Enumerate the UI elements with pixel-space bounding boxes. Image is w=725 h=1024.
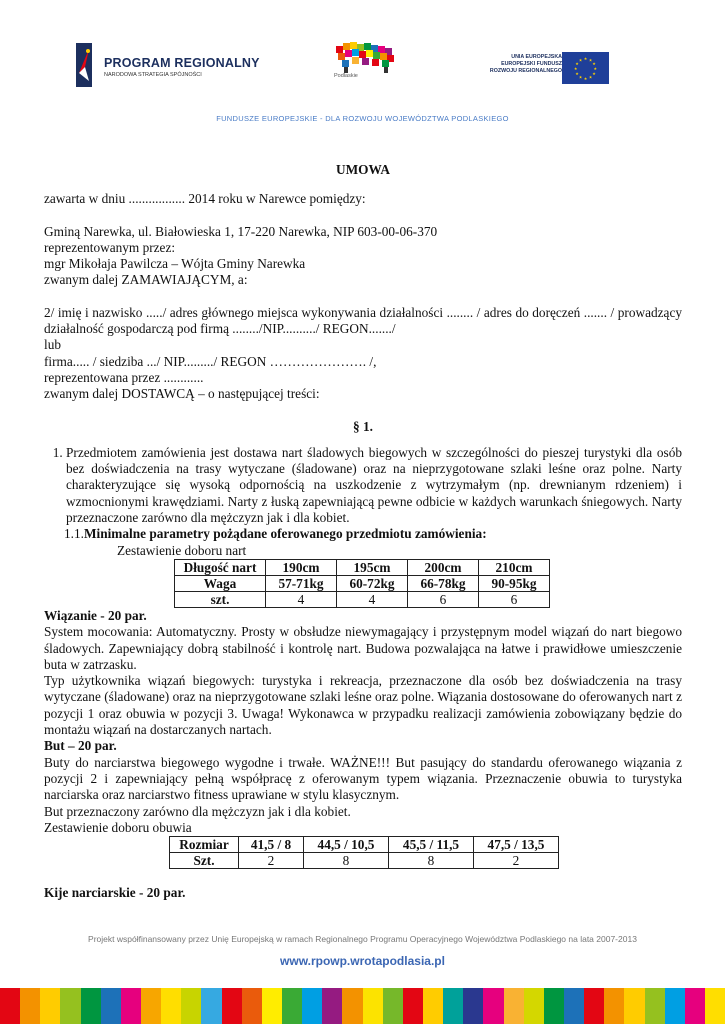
- svg-text:★: ★: [578, 57, 583, 63]
- boot-size-cell: 45,5 / 11,5: [389, 837, 474, 853]
- color-stripe: [705, 988, 725, 1024]
- svg-text:★: ★: [588, 74, 593, 80]
- poles-title: Kije narciarskie - 20 par.: [44, 885, 186, 901]
- svg-text:★: ★: [578, 74, 583, 80]
- boots-table: [169, 836, 559, 869]
- funds-line: FUNDUSZE EUROPEJSKIE - DLA ROZWOJU WOJEWÓDZTWA PODLASKIEGO: [216, 114, 509, 123]
- color-stripe: [624, 988, 644, 1024]
- subsection-title: Minimalne parametry pożądane oferowanego przedmiotu zamówienia:: [83, 526, 487, 542]
- party1-line-3: mgr Mikołaja Pawilcza – Wójta Gminy Narewka: [44, 256, 306, 272]
- ski-qty-cell: 6: [408, 591, 479, 607]
- ski-weight-cell: 66-78kg: [408, 575, 479, 591]
- section-heading: § 1.: [353, 418, 373, 434]
- svg-text:★: ★: [583, 56, 588, 61]
- ski-length-cell: 200cm: [408, 559, 479, 575]
- footer-website-link[interactable]: www.rpowp.wrotapodlasia.pl: [280, 954, 445, 968]
- color-stripe: [121, 988, 141, 1024]
- podlaskie-logo: [332, 40, 412, 88]
- ski-table-caption: Zestawienie doboru nart: [117, 542, 247, 558]
- subsection-number: 1.1.: [64, 526, 84, 542]
- footer-cofinancing-line: Projekt współfinansowany przez Unię Europejską w ramach Regionalnego Programu Operacyjnego Województwa Podlaskiego na lata 2007-2013: [88, 934, 637, 944]
- item-1: [66, 445, 682, 526]
- color-stripe: [685, 988, 705, 1024]
- ski-qty-cell: 6: [479, 591, 550, 607]
- item-1-text: Przedmiotem zamówienia jest dostawa nart śladowych biegowych w szczególności do pieszej turystyki dla osób bez doświadczenia na trasy wytyczane (śladowane) oraz na nieprzygotowane szlaki leśne oraz polne. Narty charakteryzujące się wysoką odpornością na uszkodzenie z wytrzymałym (np. drewnianym rdzeniem) i wzmocnionymi krawędziami. Narty z łuską zapewniającą pewne odbicie w każdych warunkach śniegowych. Narty przeznaczone zarówno dla mężczyzn jak i dla kobiet.: [66, 444, 682, 526]
- ski-weight-header: Waga: [175, 575, 266, 591]
- boot-qty-cell: 8: [389, 853, 474, 869]
- color-stripe: [423, 988, 443, 1024]
- party2-line: 2/ imię i nazwisko ...../ adres głównego miejsca wykonywania działalności ........ / adres do doręczeń ....... / prowadzący działalność gospodarczą pod firmą ......../NIP........../ REGON......./: [44, 304, 682, 337]
- svg-text:★: ★: [593, 66, 598, 71]
- ski-qty-cell: 4: [266, 591, 337, 607]
- document-title: UMOWA: [336, 162, 390, 177]
- svg-text:★: ★: [573, 66, 578, 71]
- table-row: [175, 591, 550, 607]
- ski-length-cell: 190cm: [266, 559, 337, 575]
- color-stripe: [584, 988, 604, 1024]
- eu-logo-line-3: ROZWOJU REGIONALNEGO: [489, 68, 562, 74]
- ski-weight-cell: 60-72kg: [337, 575, 408, 591]
- boots-table-caption: Zestawienie doboru obuwia: [44, 819, 192, 835]
- color-stripe: [101, 988, 121, 1024]
- boot-qty-cell: 2: [239, 853, 304, 869]
- eu-logo-text: [482, 54, 562, 75]
- color-stripe: [81, 988, 101, 1024]
- color-stripe: [383, 988, 403, 1024]
- boot-size-cell: 41,5 / 8: [239, 837, 304, 853]
- eu-logo: [478, 52, 613, 86]
- svg-text:★: ★: [583, 76, 588, 81]
- logo-left-subtitle: NARODOWA STRATEGIA SPÓJNOŚCI: [104, 72, 202, 78]
- color-stripe: [564, 988, 584, 1024]
- ski-length-cell: 195cm: [337, 559, 408, 575]
- color-stripe: [282, 988, 302, 1024]
- svg-text:★: ★: [592, 61, 596, 66]
- color-stripe: [483, 988, 503, 1024]
- color-stripe: [181, 988, 201, 1024]
- logo-left-title: PROGRAM REGIONALNY: [104, 56, 260, 70]
- eu-logo-line-1: UNIA EUROPEJSKA: [511, 54, 562, 60]
- color-stripe: [463, 988, 483, 1024]
- color-stripe: [201, 988, 221, 1024]
- party2-firm: firma..... / siedziba .../ NIP........./ REGON …………………. /,: [44, 353, 377, 369]
- party2-representative: reprezentowana przez ............: [44, 369, 204, 385]
- subsection-heading: [64, 526, 682, 542]
- party2-called: zwanym dalej DOSTAWCĄ – o następującej treści:: [44, 386, 320, 402]
- boot-size-cell: 47,5 / 13,5: [474, 837, 559, 853]
- color-stripe: [302, 988, 322, 1024]
- podlaskie-bison-icon: [332, 40, 402, 74]
- color-stripe: [665, 988, 685, 1024]
- color-stripe: [524, 988, 544, 1024]
- boot-qty-cell: 2: [474, 853, 559, 869]
- ski-length-cell: 210cm: [479, 559, 550, 575]
- page-header: [0, 0, 725, 130]
- table-row: [170, 837, 559, 853]
- color-stripe: [161, 988, 181, 1024]
- table-row: [170, 853, 559, 869]
- color-stripe: [60, 988, 80, 1024]
- bindings-paragraph-2: Typ użytkownika wiązań biegowych: turystyka i rekreacja, przeznaczone dla osób bez doświadczenia na trasy wytyczane (śladowane) oraz na nieprzygotowane szlaki leśne oraz polne. Wiązania dostosowane do oferowanych nart z pozycji 1 oraz obuwia w pozycji 3. Uwaga! Wykonawca w przypadku realizacji zamówienia zobowiązany będzie do montażu wiązań na dostarczanych nartach.: [44, 673, 682, 738]
- podlaskie-caption: Podlaskie: [334, 73, 358, 79]
- ski-table: [174, 559, 550, 608]
- color-stripe: [222, 988, 242, 1024]
- svg-text:★: ★: [588, 57, 593, 63]
- boots-title: But – 20 par.: [44, 738, 117, 754]
- eu-flag-icon: [562, 52, 609, 84]
- boot-size-cell: 44,5 / 10,5: [304, 837, 389, 853]
- color-stripe: [262, 988, 282, 1024]
- svg-text:★: ★: [575, 61, 579, 66]
- boots-paragraph-1: Buty do narciarstwa biegowego wygodne i trwałe. WAŻNE!!! But pasujący do standardu oferowanego wiązania z pozycji 2 i zapewniający pełną współpracę z oferowanym typem wiązania. Przeznaczenie obuwia to turystyka narciarska oraz narciarstwo fitness uprawiane w stylu klasycznym.: [44, 754, 682, 803]
- svg-text:★: ★: [575, 71, 579, 76]
- color-stripe: [342, 988, 362, 1024]
- color-stripe: [645, 988, 665, 1024]
- color-stripe: [40, 988, 60, 1024]
- table-row: [175, 575, 550, 591]
- color-stripe: [363, 988, 383, 1024]
- ski-qty-header: szt.: [175, 591, 266, 607]
- party1-line-1: Gminą Narewka, ul. Białowieska 1, 17-220 Narewka, NIP 603-00-06-370: [44, 223, 438, 239]
- color-stripe: [604, 988, 624, 1024]
- color-stripe: [544, 988, 564, 1024]
- color-stripe: [20, 988, 40, 1024]
- color-stripe: [504, 988, 524, 1024]
- bindings-paragraph-1: System mocowania: Automatyczny. Prosty w obsłudze niewymagający i przystępnym model wiązań do nart biegowo śladowych. Zapewniający dobrą stabilność i kontrolę nart. Budowa pozwalająca na łatwe i prawidłowe umieszczenie buta w zatrzasku.: [44, 624, 682, 672]
- color-stripe: [403, 988, 423, 1024]
- contract-document: [44, 162, 682, 901]
- svg-text:★: ★: [592, 71, 596, 76]
- footer-color-stripes: [0, 988, 725, 1024]
- color-stripe: [242, 988, 262, 1024]
- bindings-title: Wiązanie - 20 par.: [44, 607, 147, 623]
- color-stripe: [0, 988, 20, 1024]
- section-items: [44, 445, 682, 526]
- boots-paragraph-2: But przeznaczony zarówno dla mężczyzn jak i dla kobiet.: [44, 803, 351, 819]
- eu-logo-line-2: EUROPEJSKI FUNDUSZ: [501, 61, 562, 67]
- ski-weight-cell: 90-95kg: [479, 575, 550, 591]
- party1-line-2: reprezentowanym przez:: [44, 239, 176, 255]
- party2-or: lub: [44, 337, 61, 353]
- intro-line: zawarta w dniu ................. 2014 roku w Narewce pomiędzy:: [44, 191, 366, 207]
- table-row: [175, 559, 550, 575]
- ski-weight-cell: 57-71kg: [266, 575, 337, 591]
- ski-length-header: Długość nart: [175, 559, 266, 575]
- color-stripe: [322, 988, 342, 1024]
- boot-qty-cell: 8: [304, 853, 389, 869]
- color-stripe: [141, 988, 161, 1024]
- party1-line-4: zwanym dalej ZAMAWIAJĄCYM, a:: [44, 272, 248, 288]
- color-stripe: [443, 988, 463, 1024]
- boot-size-header: Rozmiar: [170, 837, 239, 853]
- boot-qty-header: Szt.: [170, 853, 239, 869]
- program-regionalny-emblem-icon: [76, 43, 92, 87]
- program-regionalny-logo: [76, 43, 266, 91]
- ski-qty-cell: 4: [337, 591, 408, 607]
